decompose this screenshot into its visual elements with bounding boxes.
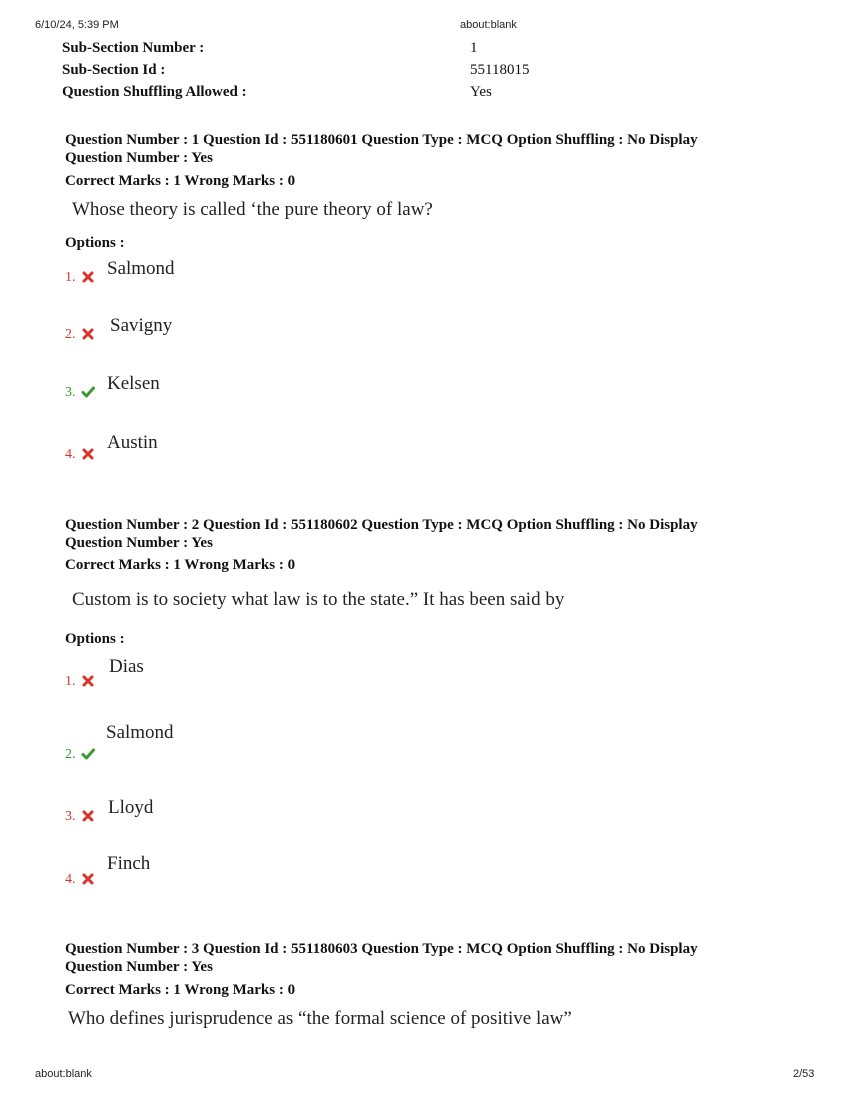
print-footer-url: about:blank: [35, 1068, 92, 1080]
option-row: [65, 325, 95, 343]
wrong-cross-icon: [81, 809, 95, 823]
option-text: Austin: [107, 432, 158, 453]
option-number: 2.: [65, 747, 76, 762]
question-meta-continued: Question Number : Yes: [65, 959, 213, 975]
question-meta: Question Number : 2 Question Id : 551180602 Question Type : MCQ Option Shuffling : No Display: [65, 517, 698, 533]
option-number: 3.: [65, 385, 76, 400]
subsection-id-label: Sub-Section Id :: [62, 62, 166, 78]
question-marks: Correct Marks : 1 Wrong Marks : 0: [65, 557, 296, 573]
option-text: Salmond: [107, 258, 175, 279]
print-page-title: about:blank: [460, 19, 517, 31]
option-text: Lloyd: [108, 797, 154, 818]
subsection-number-label: Sub-Section Number :: [62, 40, 205, 56]
wrong-cross-icon: [81, 674, 95, 688]
wrong-cross-icon: [81, 270, 95, 284]
option-text: Savigny: [110, 315, 173, 336]
option-row: [65, 445, 95, 463]
question-shuffling-value: Yes: [470, 84, 492, 100]
options-label: Options :: [65, 235, 125, 251]
question-meta-continued: Question Number : Yes: [65, 150, 213, 166]
option-row: [65, 745, 95, 763]
question-marks: Correct Marks : 1 Wrong Marks : 0: [65, 982, 296, 998]
question-meta: Question Number : 1 Question Id : 551180601 Question Type : MCQ Option Shuffling : No Display: [65, 132, 698, 148]
correct-check-icon: [81, 385, 95, 399]
question-shuffling-label: Question Shuffling Allowed :: [62, 84, 247, 100]
wrong-cross-icon: [81, 872, 95, 886]
wrong-cross-icon: [81, 447, 95, 461]
subsection-id-value: 55118015: [470, 62, 530, 78]
option-row: [65, 268, 95, 286]
option-number: 4.: [65, 872, 76, 887]
option-row: [65, 807, 95, 825]
print-page-count: 2/53: [793, 1068, 815, 1080]
option-text: Finch: [107, 853, 151, 874]
subsection-number-value: 1: [470, 40, 478, 56]
option-number: 2.: [65, 327, 76, 342]
option-row: [65, 870, 95, 888]
question-text: Who defines jurisprudence as “the formal science of positive law”: [68, 1008, 572, 1029]
option-text: Kelsen: [107, 373, 160, 394]
correct-check-icon: [81, 747, 95, 761]
options-label: Options :: [65, 631, 125, 647]
question-meta-continued: Question Number : Yes: [65, 535, 213, 551]
question-text: Whose theory is called ‘the pure theory of law?: [72, 199, 433, 220]
option-text: Dias: [109, 656, 144, 677]
option-number: 3.: [65, 809, 76, 824]
option-number: 4.: [65, 447, 76, 462]
question-marks: Correct Marks : 1 Wrong Marks : 0: [65, 173, 296, 189]
question-meta: Question Number : 3 Question Id : 551180603 Question Type : MCQ Option Shuffling : No Display: [65, 941, 698, 957]
wrong-cross-icon: [81, 327, 95, 341]
option-number: 1.: [65, 270, 76, 285]
option-number: 1.: [65, 674, 76, 689]
option-row: [65, 383, 95, 401]
option-row: [65, 672, 95, 690]
print-datetime: 6/10/24, 5:39 PM: [35, 19, 119, 31]
option-text: Salmond: [106, 722, 174, 743]
question-text: Custom is to society what law is to the state.” It has been said by: [72, 589, 565, 610]
